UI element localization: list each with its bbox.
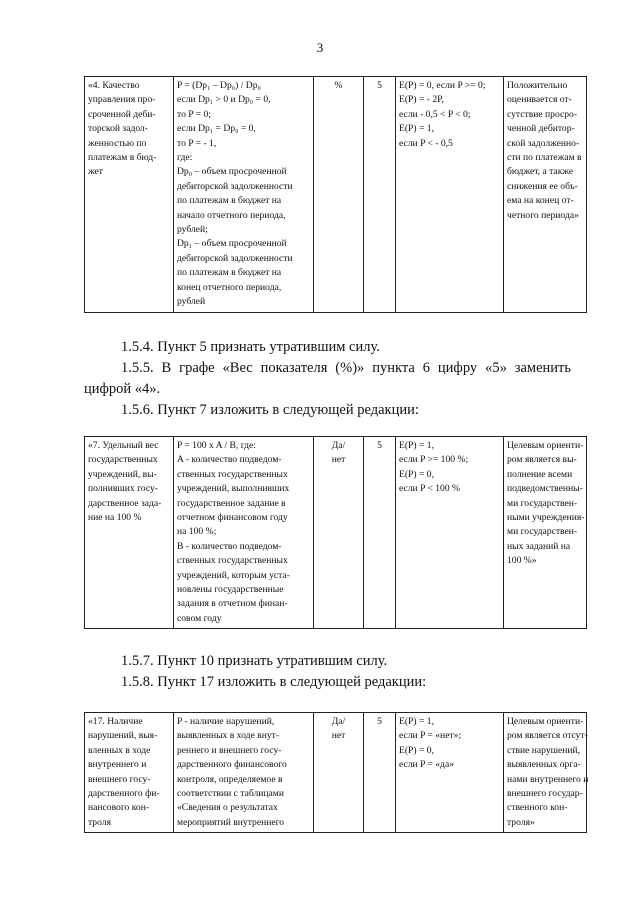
cell-text-line: ствие нарушений,	[507, 744, 581, 756]
cell-text-line: мероприятий внутреннего	[177, 816, 285, 828]
indicator-name-cell	[85, 437, 174, 629]
cell-text-line: если P = «нет»;	[399, 730, 462, 742]
unit-cell: %	[314, 77, 364, 313]
cell-text-line: четного периода»	[507, 209, 579, 221]
cell-text-line: A - количество подведом-	[177, 454, 282, 466]
cell-text-line: по платежам в бюджет на	[177, 267, 282, 279]
cell-text-line: начало отчетного периода,	[177, 209, 286, 221]
cell-text-line: E(P) = 1,	[399, 440, 434, 451]
cell-text-line: Да/	[331, 440, 346, 451]
page-number: 3	[316, 40, 324, 55]
cell-text-line: ных заданий на	[507, 540, 571, 552]
weight-cell: 5	[364, 437, 396, 629]
cell-text-line: «Сведения о результатах	[177, 802, 278, 814]
cell-text-line: соответствии с таблицами	[177, 788, 284, 800]
cell-text-line: ром является отсут-	[507, 730, 588, 742]
cell-text-line: дарственное зада-	[88, 497, 162, 509]
indicator-name-cell	[85, 713, 174, 833]
cell-text-line: платежам в бюд-	[88, 152, 157, 164]
cell-text-line: ема на конец от-	[507, 195, 574, 207]
cell-text-line: внутреннего и	[88, 759, 147, 771]
cell-text-line: ственного кон-	[507, 802, 568, 814]
cell-text-line: E(P) = 0,	[399, 744, 434, 756]
cell-text-line: то P = - 1,	[177, 137, 217, 149]
cell-text-line: ми государствен-	[507, 497, 578, 509]
cell-text-line: дебиторской задолженности	[177, 180, 293, 192]
cell-text-line: дарственного фи-	[88, 788, 160, 800]
cell-text-line: 100 %»	[507, 555, 537, 567]
formula-cell	[174, 77, 314, 313]
cell-text-line: ние на 100 %	[88, 512, 142, 524]
cell-text-line: учреждений, которым уста-	[177, 569, 290, 581]
cell-text-line: дебиторской задолженности	[177, 252, 293, 264]
weight-cell: 5	[364, 713, 396, 833]
target-cell	[504, 437, 587, 629]
cell-text-line: вленных в ходе	[88, 744, 151, 756]
cell-text-line: если P = «да»	[399, 759, 454, 771]
cell-text-line: Целевым ориенти-	[507, 440, 584, 451]
cell-text-line: реннего и внешнего госу-	[177, 744, 282, 756]
cell-text-line: троля	[88, 816, 111, 828]
cell-text-line: бюджет, а также	[507, 166, 574, 178]
cell-text-line: женностью по	[88, 137, 147, 149]
cell-text-line: если Dp₁ = Dp₀ = 0,	[177, 123, 256, 135]
cell-text-line: если P < - 0,5	[399, 137, 453, 149]
cell-text-line: ными учреждения-	[507, 512, 585, 524]
cell-text-line: снижения ее объ-	[507, 180, 578, 192]
cell-text-line: Dp₁ – объем просроченной	[177, 238, 287, 250]
cell-text-line: контроля, определяемое в	[177, 773, 283, 785]
cell-text-line: учреждений, вы-	[88, 468, 157, 480]
evaluation-cell	[396, 713, 504, 833]
cell-text-line: внешнего государ-	[507, 788, 583, 800]
cell-text-line: если Dp₁ > 0 и Dp₀ = 0,	[177, 94, 271, 106]
cell-text-line: Положительно	[507, 80, 568, 91]
table-row	[85, 77, 587, 313]
cell-text-line: E(P) = 1,	[399, 123, 434, 135]
cell-text-line: E(P) = 0,	[399, 468, 434, 480]
paragraph-1-5-5-line-2: цифрой «4».	[84, 381, 161, 397]
cell-text-line: сти по платежам в	[507, 152, 582, 164]
cell-text-line: государственное задание в	[177, 497, 286, 509]
cell-text-line: если P >= 100 %;	[399, 454, 469, 466]
cell-text-line: нарушений, выя-	[88, 730, 158, 742]
cell-text-line: по платежам в бюджет на	[177, 195, 282, 207]
cell-text-line: выявленных орга-	[507, 759, 581, 771]
cell-text-line: Да/	[331, 716, 346, 727]
indicator-table-item-17	[84, 712, 587, 833]
paragraph-1-5-7: 1.5.7. Пункт 10 признать утратившим силу.	[121, 653, 388, 669]
cell-text-line: P = 100 x A / B, где:	[177, 440, 256, 451]
cell-text-line: торской задол-	[88, 123, 149, 135]
cell-text-line: то P = 0;	[177, 108, 211, 120]
cell-text-line: P = (Dp₁ – Dp₀) / Dp₀	[177, 80, 261, 91]
paragraph-1-5-4: 1.5.4. Пункт 5 признать утратившим силу.	[121, 339, 380, 355]
cell-text-line: задания в отчетном финан-	[177, 598, 288, 610]
evaluation-cell	[396, 437, 504, 629]
cell-text-line: ми государствен-	[507, 526, 578, 538]
cell-text-line: сроченной деби-	[88, 108, 156, 120]
cell-text-line: на 100 %;	[177, 526, 217, 538]
cell-text-line: E(P) = 1,	[399, 716, 434, 727]
cell-text-line: «7. Удельный вес	[88, 440, 159, 451]
cell-text-line: учреждений, выполнивших	[177, 483, 290, 495]
weight-cell: 5	[364, 77, 396, 313]
cell-text-line: подведомственны-	[507, 483, 583, 495]
cell-text-line: совом году	[177, 612, 222, 624]
cell-text-line: «4. Качество	[88, 80, 140, 91]
cell-text-line: троля»	[507, 816, 535, 828]
cell-text-line: рублей;	[177, 224, 208, 236]
cell-text-line: E(P) = 0, если P >= 0;	[399, 80, 486, 91]
table-row	[85, 713, 587, 833]
cell-text-line: отчетном финансовом году	[177, 512, 288, 524]
cell-text-line: жет	[88, 166, 103, 178]
cell-text-line: ченной дебитор-	[507, 123, 575, 135]
cell-text-line: где:	[177, 152, 193, 164]
cell-text-line: полнение всеми	[507, 468, 573, 480]
cell-text-line: ственных государственных	[177, 555, 288, 567]
cell-text-line: «17. Наличие	[88, 716, 143, 727]
cell-text-line: Целевым ориенти-	[507, 716, 584, 727]
cell-text-line: управления про-	[88, 94, 156, 106]
cell-text-line: внешнего госу-	[88, 773, 151, 785]
cell-text-line: нансового кон-	[88, 802, 150, 814]
cell-text-line: P - наличие нарушений,	[177, 716, 275, 727]
paragraph-1-5-8: 1.5.8. Пункт 17 изложить в следующей редакции:	[121, 674, 427, 690]
cell-text-line: новлены государственные	[177, 584, 284, 596]
formula-cell	[174, 437, 314, 629]
cell-text-line: нет	[331, 454, 346, 466]
cell-text-line: нами внутреннего и	[507, 773, 589, 785]
unit-cell	[314, 437, 364, 629]
cell-text-line: если P < 100 %	[399, 483, 461, 495]
cell-text-line: оценивается от-	[507, 94, 572, 106]
evaluation-cell	[396, 77, 504, 313]
indicator-table-item-4	[84, 76, 587, 313]
cell-text-line: конец отчетного периода,	[177, 281, 282, 293]
unit-cell	[314, 713, 364, 833]
table-row	[85, 437, 587, 629]
cell-text-line: полнивших госу-	[88, 483, 158, 495]
cell-text-line: выявленных в ходе внут-	[177, 730, 280, 742]
cell-text-line: B - количество подведом-	[177, 540, 282, 552]
target-cell	[504, 713, 587, 833]
formula-cell	[174, 713, 314, 833]
paragraph-1-5-6: 1.5.6. Пункт 7 изложить в следующей редакции:	[121, 402, 419, 418]
cell-text-line: ственных государственных	[177, 468, 288, 480]
cell-text-line: ской задолженно-	[507, 137, 580, 149]
target-cell	[504, 77, 587, 313]
paragraph-1-5-5-line-1: 1.5.5. В графе «Вес показателя (%)» пункта 6 цифру «5» заменить	[121, 360, 571, 376]
cell-text-line: государственных	[88, 454, 158, 466]
cell-text-line: нет	[331, 730, 346, 742]
cell-text-line: ром является вы-	[507, 454, 577, 466]
cell-text-line: если - 0,5 < P < 0;	[399, 108, 471, 120]
cell-text-line: сутствие просро-	[507, 108, 578, 120]
cell-text-line: рублей	[177, 296, 206, 308]
cell-text-line: Dp₀ – объем просроченной	[177, 166, 287, 178]
indicator-name-cell	[85, 77, 174, 313]
cell-text-line: E(P) = - 2P,	[399, 94, 444, 106]
indicator-table-item-7	[84, 436, 587, 629]
cell-text-line: дарственного финансового	[177, 759, 287, 771]
